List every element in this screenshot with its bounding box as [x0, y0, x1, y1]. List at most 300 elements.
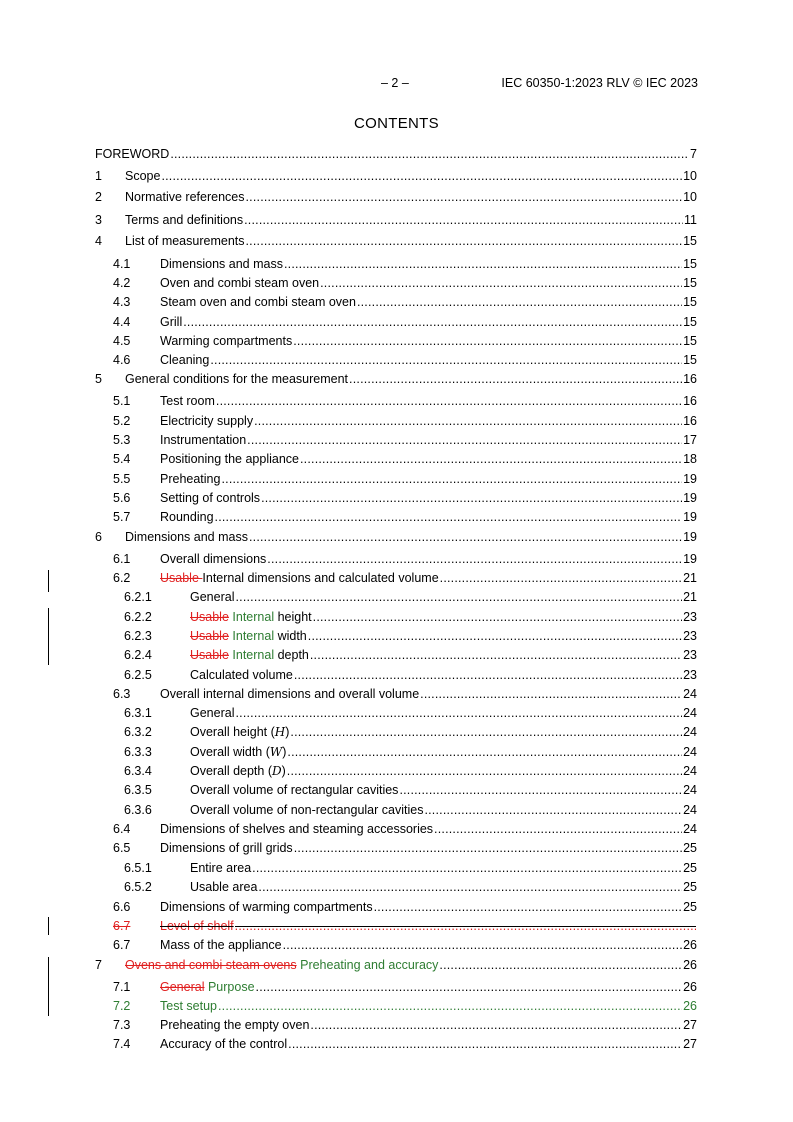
dot-leader	[320, 275, 682, 291]
toc-entry-title	[160, 686, 419, 702]
toc-entry-line	[190, 763, 697, 779]
toc-entry-number: 5.2	[113, 414, 131, 428]
dot-leader	[215, 509, 683, 525]
toc-entry-number: 6.4	[113, 822, 131, 836]
toc-entry-line	[160, 432, 697, 448]
toc-entry-page: 25	[683, 880, 697, 894]
toc-entry-number: 4.1	[113, 257, 131, 271]
toc-entry-page: 16	[683, 394, 697, 408]
dot-leader	[246, 233, 683, 249]
dot-leader	[349, 371, 682, 387]
dot-leader	[258, 879, 682, 895]
toc-entry-page: 19	[683, 510, 697, 524]
toc-entry-title	[160, 979, 255, 995]
toc-entry-title	[160, 899, 373, 915]
toc-entry[interactable]	[0, 294, 793, 310]
toc-entry-title	[190, 763, 286, 779]
toc-entry[interactable]	[0, 957, 793, 973]
dot-leader	[440, 570, 682, 586]
toc-entry[interactable]	[0, 879, 793, 895]
dot-leader	[424, 802, 682, 818]
toc-entry[interactable]	[0, 570, 793, 586]
title-text: Dimensions of warming compartments	[160, 900, 373, 914]
toc-entry-title	[190, 724, 289, 740]
toc-entry-title	[125, 529, 248, 545]
toc-entry-title	[190, 782, 398, 798]
toc-entry[interactable]	[0, 529, 793, 545]
toc-entry-line	[125, 371, 697, 387]
toc-entry[interactable]	[0, 275, 793, 291]
toc-entry-number: 5.3	[113, 433, 131, 447]
title-text: H	[274, 725, 286, 739]
toc-entry-line	[160, 918, 697, 934]
toc-entry-line	[125, 233, 697, 249]
inserted-text: Internal	[232, 610, 275, 624]
toc-entry[interactable]	[0, 686, 793, 702]
toc-entry-title	[160, 1017, 309, 1033]
toc-entry-number: 6.6	[113, 900, 131, 914]
dot-leader	[235, 918, 696, 934]
toc-entry-number: 4	[95, 234, 102, 248]
toc-entry-line	[190, 628, 697, 644]
toc-entry-line	[160, 333, 697, 349]
toc-entry[interactable]	[0, 509, 793, 525]
toc-entry-line	[190, 860, 697, 876]
toc-entry-line	[160, 821, 697, 837]
toc-entry[interactable]	[0, 998, 793, 1014]
dot-leader	[216, 393, 682, 409]
toc-entry-number: 6.3.3	[124, 745, 152, 759]
toc-entry-page: 27	[683, 1037, 697, 1051]
toc-entry-number: 6.7	[113, 938, 131, 952]
toc-entry-line	[190, 705, 697, 721]
toc-entry-page: 17	[683, 433, 697, 447]
title-text: Preheating	[160, 472, 221, 486]
title-text: Grill	[160, 315, 183, 329]
dot-leader	[244, 212, 683, 228]
toc-entry[interactable]	[0, 821, 793, 837]
toc-entry-page: 16	[683, 372, 697, 386]
toc-entry-page: 19	[683, 552, 697, 566]
dot-leader	[249, 529, 682, 545]
title-text: width	[274, 629, 307, 643]
title-text: )	[281, 764, 286, 778]
toc-entry-page: 10	[683, 190, 697, 204]
toc-entry-line	[125, 212, 697, 228]
toc-entry[interactable]	[0, 667, 793, 683]
toc-entry-page: 15	[683, 276, 697, 290]
toc-entry[interactable]	[0, 724, 793, 740]
toc-entry[interactable]	[0, 628, 793, 644]
dot-leader	[357, 294, 682, 310]
toc-entry-title	[160, 551, 266, 567]
dot-leader	[256, 979, 683, 995]
toc-entry-line	[160, 393, 697, 409]
inserted-text: Internal	[232, 648, 275, 662]
title-text: List of measurements	[125, 234, 245, 248]
change-bar	[48, 570, 49, 592]
toc-entry[interactable]	[0, 705, 793, 721]
contents-title: CONTENTS	[354, 115, 439, 132]
toc-entry-line	[190, 879, 697, 895]
title-text: Dimensions and mass	[160, 257, 283, 271]
dot-leader	[310, 647, 682, 663]
toc-entry-title	[95, 146, 169, 162]
toc-entry-title	[125, 371, 348, 387]
toc-entry[interactable]	[0, 840, 793, 856]
toc-entry-number: 6.5	[113, 841, 131, 855]
dot-leader	[170, 146, 689, 162]
toc-entry-number: 6.3	[113, 687, 131, 701]
toc-entry-number: 6.3.1	[124, 706, 152, 720]
title-text: FOREWORD	[95, 147, 170, 161]
toc-entry-page: 26	[683, 980, 697, 994]
toc-entry-line	[125, 168, 697, 184]
dot-leader	[290, 724, 682, 740]
toc-entry-page: 7	[690, 147, 697, 161]
toc-entry[interactable]	[0, 333, 793, 349]
toc-entry-number: 6.2.1	[124, 590, 152, 604]
toc-entry-title	[160, 840, 293, 856]
title-text: Test room	[160, 394, 215, 408]
toc-entry[interactable]	[0, 352, 793, 368]
title-text: Overall dimensions	[160, 552, 267, 566]
deleted-text: Usable	[190, 648, 229, 662]
toc-entry-title	[160, 413, 253, 429]
toc-entry-line	[160, 314, 697, 330]
toc-entry-line	[125, 957, 697, 973]
toc-entry-number: 1	[95, 169, 102, 183]
toc-entry-title	[125, 233, 245, 249]
toc-entry-page: 19	[683, 491, 697, 505]
dot-leader	[288, 1036, 682, 1052]
toc-entry[interactable]	[0, 1017, 793, 1033]
toc-entry-number: 5.5	[113, 472, 131, 486]
toc-entry-page: 24	[683, 745, 697, 759]
toc-entry-page: 18	[683, 452, 697, 466]
dot-leader	[294, 667, 682, 683]
toc-entry-number: 3	[95, 213, 102, 227]
toc-entry-title	[160, 432, 246, 448]
dot-leader	[434, 821, 682, 837]
title-text: Steam oven and combi steam oven	[160, 295, 356, 309]
toc-entry-number: 6.5.1	[124, 861, 152, 875]
toc-entry-line	[190, 782, 697, 798]
toc-entry[interactable]	[0, 551, 793, 567]
toc-entry-line	[160, 998, 697, 1014]
toc-entry-title	[125, 212, 243, 228]
toc-entry-page: 25	[683, 861, 697, 875]
dot-leader	[218, 998, 682, 1014]
change-bar	[48, 608, 49, 665]
toc-entry-line	[125, 529, 697, 545]
toc-entry-line	[160, 899, 697, 915]
toc-entry[interactable]	[0, 393, 793, 409]
title-text: Dimensions of shelves and steaming accessories	[160, 822, 434, 836]
toc-entry-title	[160, 509, 214, 525]
toc-entry-page: 24	[683, 822, 697, 836]
toc-entry-number: 6.3.2	[124, 725, 152, 739]
toc-entry-page: 27	[683, 1018, 697, 1032]
toc-entry-page: 23	[683, 610, 697, 624]
toc-entry-title	[160, 294, 356, 310]
title-text: Setting of controls	[160, 491, 261, 505]
change-bar	[48, 957, 49, 1016]
page-header-number: – 2 –	[381, 76, 409, 90]
toc-entry-title	[160, 570, 439, 586]
toc-entry-number: 5.1	[113, 394, 131, 408]
toc-entry[interactable]	[0, 471, 793, 487]
toc-entry[interactable]	[0, 744, 793, 760]
dot-leader	[293, 333, 682, 349]
title-text: Level of shelf	[160, 919, 234, 933]
change-bar	[48, 917, 49, 935]
title-text: Overall volume of non-rectangular cavities	[190, 803, 424, 817]
toc-entry-page: 21	[683, 571, 697, 585]
toc-entry-title	[160, 275, 319, 291]
dot-leader	[261, 490, 682, 506]
title-text: Cleaning	[160, 353, 210, 367]
toc-entry-title	[125, 189, 245, 205]
toc-entry-line	[95, 146, 697, 162]
title-text: )	[285, 725, 290, 739]
toc-entry-page: 15	[683, 334, 697, 348]
toc-entry-line	[160, 686, 697, 702]
title-text: General	[190, 590, 235, 604]
toc-entry[interactable]	[0, 589, 793, 605]
toc-entry-line	[160, 979, 697, 995]
toc-entry-page: 24	[683, 706, 697, 720]
toc-entry-line	[190, 802, 697, 818]
toc-entry-title	[160, 821, 433, 837]
toc-entry-line	[160, 294, 697, 310]
toc-entry-number: 6	[95, 530, 102, 544]
toc-entry-page: 26	[683, 999, 697, 1013]
toc-entry-line	[160, 471, 697, 487]
toc-entry-number: 6.7	[113, 919, 131, 933]
toc-entry-number: 6.1	[113, 552, 131, 566]
title-text: Oven and combi steam oven	[160, 276, 320, 290]
dot-leader	[284, 256, 682, 272]
toc-entry-title	[125, 957, 438, 973]
toc-entry-page: 24	[683, 764, 697, 778]
toc-entry-number: 4.5	[113, 334, 131, 348]
toc-entry-page: 11	[684, 213, 697, 227]
title-text: Normative references	[125, 190, 245, 204]
toc-entry-title	[160, 256, 283, 272]
title-text: General conditions for the measurement	[125, 372, 349, 386]
toc-entry-line	[160, 1036, 697, 1052]
title-text: Overall internal dimensions and overall volume	[160, 687, 420, 701]
title-text: Dimensions of grill grids	[160, 841, 293, 855]
dot-leader	[439, 957, 682, 973]
toc-entry-line	[160, 1017, 697, 1033]
toc-entry[interactable]	[0, 189, 793, 205]
toc-entry[interactable]	[0, 413, 793, 429]
toc-entry[interactable]	[0, 256, 793, 272]
title-text: Dimensions and mass	[125, 530, 248, 544]
toc-entry[interactable]	[0, 860, 793, 876]
title-text: Accuracy of the control	[160, 1037, 288, 1051]
toc-entry-line	[160, 937, 697, 953]
title-text: Terms and definitions	[125, 213, 244, 227]
toc-entry-page: 26	[683, 938, 697, 952]
toc-entry-title	[160, 451, 299, 467]
toc-entry[interactable]	[0, 609, 793, 625]
dot-leader	[374, 899, 683, 915]
toc-entry[interactable]	[0, 168, 793, 184]
toc-entry-line	[160, 256, 697, 272]
toc-entry-title	[160, 998, 217, 1014]
toc-entry-page: 16	[683, 414, 697, 428]
dot-leader	[300, 451, 682, 467]
toc-entry-number: 5	[95, 372, 102, 386]
toc-entry-number: 7.3	[113, 1018, 131, 1032]
toc-entry-page: 24	[683, 783, 697, 797]
page-header-standard: IEC 60350-1:2023 RLV © IEC 2023	[501, 76, 698, 90]
toc-entry[interactable]	[0, 937, 793, 953]
toc-entry-line	[160, 570, 697, 586]
dot-leader	[247, 432, 682, 448]
toc-entry-title	[160, 352, 209, 368]
toc-entry-title	[160, 314, 182, 330]
toc-entry-title	[160, 490, 260, 506]
deleted-text: Usable	[190, 610, 229, 624]
deleted-text: Usable	[190, 629, 229, 643]
toc-entry-number: 5.6	[113, 491, 131, 505]
toc-entry-page: 10	[683, 169, 697, 183]
toc-entry-page: 23	[683, 668, 697, 682]
inserted-text: Purpose	[207, 980, 255, 994]
toc-entry-title	[160, 333, 292, 349]
title-text: D	[271, 764, 282, 778]
dot-leader	[210, 352, 682, 368]
title-text: )	[282, 745, 287, 759]
toc-entry-number: 6.3.5	[124, 783, 152, 797]
dot-leader	[283, 937, 682, 953]
title-text: Mass of the appliance	[160, 938, 282, 952]
toc-entry[interactable]	[0, 647, 793, 663]
toc-entry-line	[190, 589, 697, 605]
toc-entry-number: 7.4	[113, 1037, 131, 1051]
inserted-text: Internal	[232, 629, 275, 643]
toc-entry-number: 4.4	[113, 315, 131, 329]
toc-entry-number: 6.2.2	[124, 610, 152, 624]
dot-leader	[246, 189, 683, 205]
toc-entry-title	[190, 860, 251, 876]
toc-entry[interactable]	[0, 371, 793, 387]
toc-entry-title	[190, 609, 312, 625]
toc-entry-page: 15	[683, 234, 697, 248]
toc-entry-title	[160, 918, 234, 934]
dot-leader	[267, 551, 682, 567]
toc-entry[interactable]	[0, 899, 793, 915]
toc-entry-number: 7.1	[113, 980, 131, 994]
dot-leader	[399, 782, 682, 798]
toc-entry-line	[160, 840, 697, 856]
toc-entry-number: 6.5.2	[124, 880, 152, 894]
toc-entry[interactable]	[0, 763, 793, 779]
toc-entry-title	[190, 589, 234, 605]
title-text: Scope	[125, 169, 161, 183]
title-text: depth	[274, 648, 309, 662]
toc-entry[interactable]	[0, 490, 793, 506]
toc-entry-line	[160, 551, 697, 567]
toc-entry[interactable]	[0, 212, 793, 228]
toc-entry[interactable]	[0, 314, 793, 330]
title-text: Overall height (	[190, 725, 275, 739]
toc-entry-page: 23	[683, 629, 697, 643]
toc-entry-title	[190, 628, 307, 644]
toc-entry-number: 6.2.3	[124, 629, 152, 643]
title-text: Instrumentation	[160, 433, 247, 447]
toc-entry-number: 4.3	[113, 295, 131, 309]
toc-entry[interactable]	[0, 979, 793, 995]
deleted-text: Usable	[160, 571, 203, 585]
toc-entry[interactable]	[0, 918, 793, 934]
toc-entry-title	[160, 393, 215, 409]
dot-leader	[310, 1017, 682, 1033]
toc-entry-page: 24	[683, 725, 697, 739]
toc-entry-number: 5.4	[113, 452, 131, 466]
toc-entry-line	[190, 744, 697, 760]
toc-entry-title	[125, 168, 160, 184]
toc-entry[interactable]	[0, 451, 793, 467]
toc-entry-line	[160, 490, 697, 506]
toc-entry-page: 23	[683, 648, 697, 662]
toc-entry-number: 6.2.4	[124, 648, 152, 662]
toc-entry-page: 15	[683, 257, 697, 271]
toc-entry-title	[160, 1036, 287, 1052]
toc-entry[interactable]	[0, 802, 793, 818]
toc-entry-number: 6.3.6	[124, 803, 152, 817]
toc-entry-page: 26	[683, 958, 697, 972]
toc-entry-line	[160, 275, 697, 291]
toc-entry-page: 25	[683, 900, 697, 914]
toc-entry[interactable]	[0, 782, 793, 798]
deleted-text: General	[160, 980, 205, 994]
title-text: Warming compartments	[160, 334, 293, 348]
toc-entry-number: 4.6	[113, 353, 131, 367]
toc-entry-line	[190, 609, 697, 625]
dot-leader	[235, 705, 682, 721]
toc-entry-line	[190, 647, 697, 663]
toc-entry[interactable]	[0, 146, 793, 162]
toc-entry-page: 19	[683, 530, 697, 544]
toc-entry[interactable]	[0, 1036, 793, 1052]
toc-entry-page: 25	[683, 841, 697, 855]
toc-entry[interactable]	[0, 432, 793, 448]
toc-entry-line	[125, 189, 697, 205]
dot-leader	[420, 686, 682, 702]
toc-entry-title	[190, 705, 234, 721]
toc-entry-line	[160, 451, 697, 467]
toc-entry[interactable]	[0, 233, 793, 249]
title-text: W	[269, 745, 283, 759]
toc-entry-page: 21	[683, 590, 697, 604]
toc-entry-number: 5.7	[113, 510, 131, 524]
toc-entry-page: 15	[683, 353, 697, 367]
dot-leader	[313, 609, 682, 625]
dot-leader	[254, 413, 682, 429]
toc-entry-title	[190, 744, 286, 760]
toc-entry-number: 7	[95, 958, 102, 972]
dot-leader	[294, 840, 682, 856]
toc-entry-title	[160, 471, 220, 487]
toc-entry-title	[190, 667, 293, 683]
toc-entry-line	[160, 352, 697, 368]
deleted-text: Ovens and combi steam ovens	[125, 958, 297, 972]
